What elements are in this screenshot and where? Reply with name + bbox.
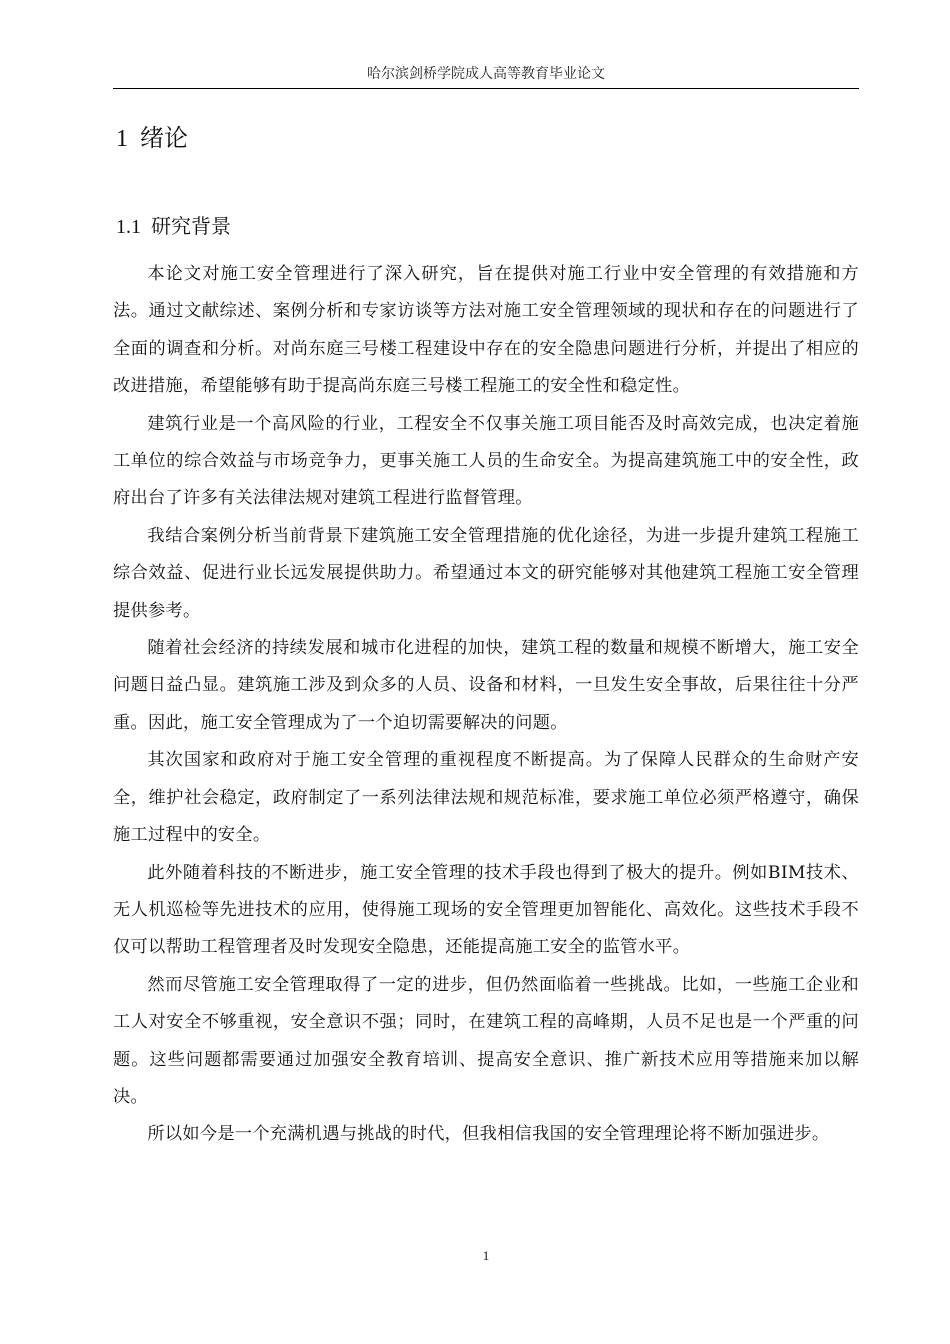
section-number: 1.1 (116, 216, 141, 238)
paragraph-4: 随着社会经济的持续发展和城市化进程的加快，建筑工程的数量和规模不断增大，施工安全问题日益凸显。建筑施工涉及到众多的人员、设备和材料，一旦发生安全事故，后果往往十分严重。因此，施工安全管理成为了一个迫切需要解决的问题。 (113, 638, 859, 733)
header-rule (113, 88, 859, 89)
paragraph-8: 所以如今是一个充满机遇与挑战的时代，但我相信我国的安全管理理论将不断加强进步。 (147, 1124, 830, 1145)
section-title-text: 研究背景 (151, 214, 231, 238)
paragraph-1: 本论文对施工安全管理进行了深入研究，旨在提供对施工行业中安全管理的有效措施和方法。通过文献综述、案例分析和专家访谈等方法对施工安全管理领域的现状和存在的问题进行了全面的调查和分析。对尚东庭三号楼工程建设中存在的安全隐患问题进行分析，并提出了相应的改进措施，希望能够有助于提高尚东庭三号楼工程施工的安全性和稳定性。 (113, 264, 859, 397)
section-title (116, 212, 231, 241)
chapter-title (116, 122, 188, 155)
paragraph-6: 此外随着科技的不断进步，施工安全管理的技术手段也得到了极大的提升。例如BIM技术、无人机巡检等先进技术的应用，使得施工现场的安全管理更加智能化、高效化。这些技术手段不仅可以帮助工程管理者及时发现安全隐患，还能提高施工安全的监管水平。 (113, 862, 859, 958)
page-number: 1 (482, 1248, 490, 1263)
chapter-title-text: 绪论 (140, 124, 188, 152)
paragraph-7: 然而尽管施工安全管理取得了一定的进步，但仍然面临着一些挑战。比如，一些施工企业和工人对安全不够重视，安全意识不强；同时，在建筑工程的高峰期，人员不足也是一个严重的问题。这些问题都需要通过加强安全教育培训、提高安全意识、推广新技术应用等措施来加以解决。 (113, 974, 859, 1107)
chapter-number: 1 (116, 126, 128, 152)
running-header: 哈尔滨剑桥学院成人高等教育毕业论文 (367, 66, 605, 82)
paragraph-5: 其次国家和政府对于施工安全管理的重视程度不断提高。为了保障人民群众的生命财产安全，维护社会稳定，政府制定了一系列法律法规和规范标准，要求施工单位必须严格遵守，确保施工过程中的安全。 (113, 750, 859, 846)
paragraph-3: 我结合案例分析当前背景下建筑施工安全管理措施的优化途径，为进一步提升建筑工程施工综合效益、促进行业长远发展提供助力。希望通过本文的研究能够对其他建筑工程施工安全管理提供参考。 (113, 525, 859, 621)
paragraph-2: 建筑行业是一个高风险的行业，工程安全不仅事关施工项目能否及时高效完成，也决定着施工单位的综合效益与市场竞争力，更事关施工人员的生命安全。为提高建筑施工中的安全性，政府出台了许多有关法律法规对建筑工程进行监督管理。 (113, 413, 859, 509)
body-text (113, 256, 859, 1154)
